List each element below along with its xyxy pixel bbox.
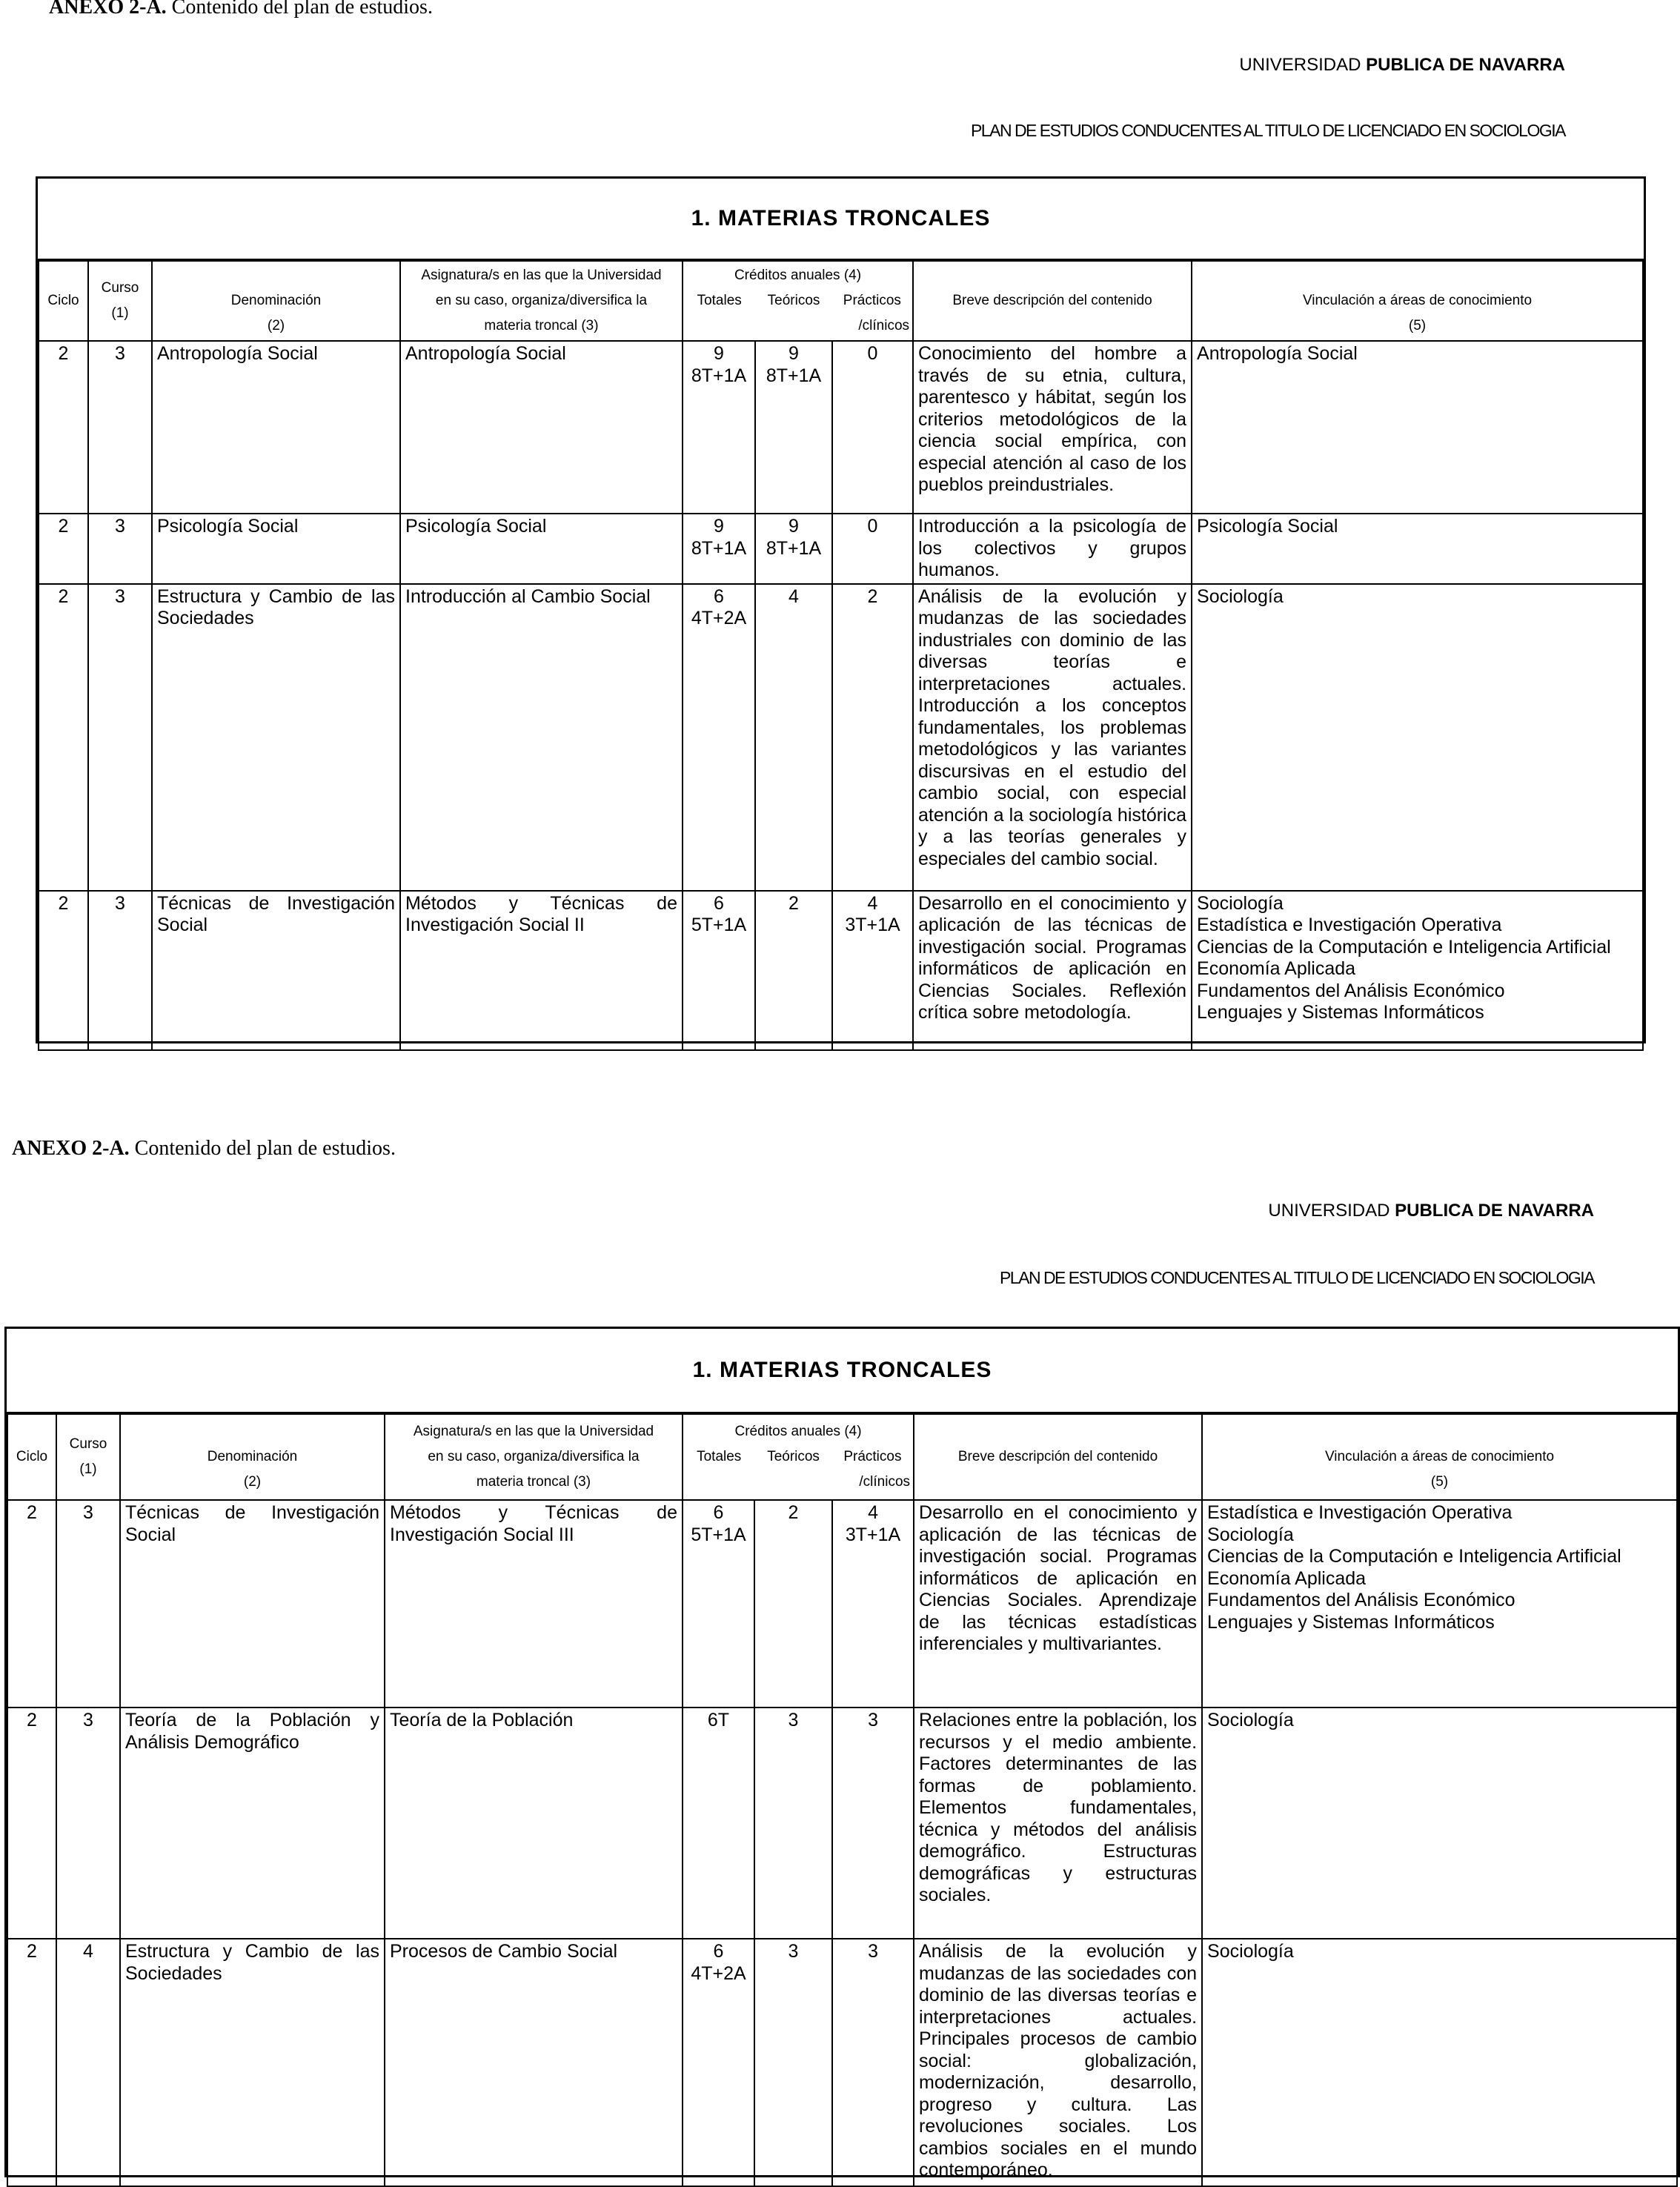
row-asignatura: Introducción al Cambio Social bbox=[400, 584, 683, 891]
row-vinculacion: Sociología bbox=[1192, 584, 1643, 891]
section-title-2: 1. MATERIAS TRONCALES bbox=[7, 1329, 1678, 1413]
row-denominacion: Técnicas de Investigación Social bbox=[120, 1500, 385, 1708]
table-row bbox=[39, 891, 1643, 1050]
header-creditos-2: Créditos anuales (4) Totales Teóricos Prácticos /clínicos bbox=[683, 1414, 914, 1500]
header-curso-2: Curso (1) bbox=[56, 1414, 120, 1500]
header-curso: Curso (1) bbox=[88, 261, 152, 341]
row-vinculacion: Psicología Social bbox=[1192, 514, 1643, 584]
section-title: 1. MATERIAS TRONCALES bbox=[38, 179, 1644, 260]
troncales-table-1 bbox=[36, 176, 1646, 1043]
header-totales: Totales bbox=[697, 293, 742, 308]
row-asignatura: Métodos y Técnicas de Investigación Social II bbox=[400, 891, 683, 1050]
row-practicos: 3 bbox=[832, 1939, 914, 2186]
row-practicos: 0 bbox=[832, 514, 913, 584]
row-asignatura: Psicología Social bbox=[400, 514, 683, 584]
row-totales: 9 8T+1A bbox=[683, 341, 755, 514]
row-denominacion: Antropología Social bbox=[152, 341, 400, 514]
header-ciclo: Ciclo bbox=[39, 261, 88, 341]
plan-title: PLAN DE ESTUDIOS CONDUCENTES AL TITULO DE LICENCIADO EN SOCIOLOGIA bbox=[970, 121, 1565, 140]
header-totales-2: Totales bbox=[697, 1449, 742, 1464]
header-practicos-2: Prácticos bbox=[843, 1449, 902, 1464]
row-teoricos: 3 bbox=[754, 1939, 832, 2186]
row-denominacion: Técnicas de Investigación Social bbox=[152, 891, 400, 1050]
row-ciclo: 2 bbox=[39, 891, 88, 1050]
row-ciclo: 2 bbox=[7, 1708, 56, 1939]
header-teoricos-2: Teóricos bbox=[767, 1449, 820, 1464]
header-asignatura-2: Asignatura/s en las que la Universidad en su caso, organiza/diversifica la materia troncal (3) bbox=[385, 1414, 683, 1500]
header-vinculacion-2: Vinculación a áreas de conocimiento (5) bbox=[1202, 1414, 1677, 1500]
header-ciclo-2: Ciclo bbox=[7, 1414, 56, 1500]
row-descripcion: Introducción a la psicología de los colectivos y grupos humanos. bbox=[913, 514, 1192, 584]
row-ciclo: 2 bbox=[39, 514, 88, 584]
row-curso: 3 bbox=[56, 1500, 120, 1708]
row-curso: 3 bbox=[56, 1708, 120, 1939]
row-practicos: 4 3T+1A bbox=[832, 1500, 914, 1708]
row-descripcion: Desarrollo en el conocimiento y aplicación de las técnicas de investigación social. Programas informáticos de aplicación en Ciencias Sociales. Aprendizaje de las técnicas estadísticas inferenciales y multivariantes. bbox=[914, 1500, 1202, 1708]
row-curso: 3 bbox=[88, 584, 152, 891]
row-teoricos: 2 bbox=[754, 1500, 832, 1708]
table-row bbox=[39, 514, 1643, 584]
row-totales: 6 5T+1A bbox=[683, 1500, 754, 1708]
row-teoricos: 9 8T+1A bbox=[755, 341, 832, 514]
row-denominacion: Estructura y Cambio de las Sociedades bbox=[152, 584, 400, 891]
header-descripcion: Breve descripción del contenido bbox=[913, 261, 1192, 341]
header-vinculacion: Vinculación a áreas de conocimiento (5) bbox=[1192, 261, 1643, 341]
header-denominacion-2: Denominación (2) bbox=[120, 1414, 385, 1500]
row-vinculacion: Sociología bbox=[1202, 1708, 1677, 1939]
plan-title-2: PLAN DE ESTUDIOS CONDUCENTES AL TITULO DE LICENCIADO EN SOCIOLOGIA bbox=[999, 1268, 1594, 1287]
row-descripcion: Conocimiento del hombre a través de su etnia, cultura, parentesco y hábitat, según los criterios metodológicos de la ciencia social empírica, con especial atención al caso de los pueblos preindustriales. bbox=[913, 341, 1192, 514]
row-descripcion: Desarrollo en el conocimiento y aplicación de las técnicas de investigación social. Programas informáticos de aplicación en Ciencias Sociales. Reflexión crítica sobre metodología. bbox=[913, 891, 1192, 1050]
row-totales: 6 4T+2A bbox=[683, 1939, 754, 2186]
row-denominacion: Teoría de la Población y Análisis Demográfico bbox=[120, 1708, 385, 1939]
troncales-table-2 bbox=[4, 1327, 1680, 2180]
header-asignatura: Asignatura/s en las que la Universidad en su caso, organiza/diversifica la materia troncal (3) bbox=[400, 261, 683, 341]
table-row bbox=[7, 1500, 1677, 1708]
table-row bbox=[39, 584, 1643, 891]
row-asignatura: Antropología Social bbox=[400, 341, 683, 514]
row-denominacion: Estructura y Cambio de las Sociedades bbox=[120, 1939, 385, 2186]
row-asignatura: Teoría de la Población bbox=[385, 1708, 683, 1939]
row-descripcion: Relaciones entre la población, los recursos y el medio ambiente. Factores determinantes de las formas de poblamiento. Elementos fundamentales, técnica y métodos del análisis demográfico. Estructuras demográficas y estructuras sociales. bbox=[914, 1708, 1202, 1939]
table-row bbox=[7, 1939, 1677, 2186]
row-teoricos: 3 bbox=[754, 1708, 832, 1939]
header-denominacion: Denominación (2) bbox=[152, 261, 400, 341]
row-practicos: 2 bbox=[832, 584, 913, 891]
row-vinculacion: Sociología bbox=[1202, 1939, 1677, 2186]
row-denominacion: Psicología Social bbox=[152, 514, 400, 584]
university-name: UNIVERSIDAD PUBLICA DE NAVARRA bbox=[1239, 55, 1565, 75]
row-totales: 6 5T+1A bbox=[683, 891, 755, 1050]
annex-heading: ANEXO 2-A. Contenido del plan de estudios. bbox=[49, 0, 433, 19]
header-descripcion-2: Breve descripción del contenido bbox=[914, 1414, 1202, 1500]
row-asignatura: Métodos y Técnicas de Investigación Social III bbox=[385, 1500, 683, 1708]
row-vinculacion: Antropología Social bbox=[1192, 341, 1643, 514]
row-ciclo: 2 bbox=[7, 1939, 56, 2186]
university-name-2: UNIVERSIDAD PUBLICA DE NAVARRA bbox=[1268, 1201, 1594, 1221]
header-teoricos: Teóricos bbox=[767, 293, 820, 308]
row-curso: 3 bbox=[88, 514, 152, 584]
row-practicos: 4 3T+1A bbox=[832, 891, 913, 1050]
row-descripcion: Análisis de la evolución y mudanzas de las sociedades industriales con dominio de las diversas teorías e interpretaciones actuales. Introducción a los conceptos fundamentales, los problemas metodológicos y las variantes discursivas en el estudio del cambio social, con especial atención a la sociología histórica y a las teorías generales y especiales del cambio social. bbox=[913, 584, 1192, 891]
row-teoricos: 4 bbox=[755, 584, 832, 891]
table-row bbox=[7, 1708, 1677, 1939]
row-ciclo: 2 bbox=[7, 1500, 56, 1708]
row-vinculacion: Sociología Estadística e Investigación Operativa Ciencias de la Computación e Inteligencia Artificial Economía Aplicada Fundamentos del Análisis Económico Lenguajes y Sistemas Informáticos bbox=[1192, 891, 1643, 1050]
annex-heading-2: ANEXO 2-A. Contenido del plan de estudios. bbox=[12, 1137, 396, 1160]
row-ciclo: 2 bbox=[39, 584, 88, 891]
header-practicos: Prácticos bbox=[843, 293, 901, 308]
row-practicos: 3 bbox=[832, 1708, 914, 1939]
row-practicos: 0 bbox=[832, 341, 913, 514]
row-descripcion: Análisis de la evolución y mudanzas de las sociedades con dominio de las diversas teorías e interpretaciones actuales. Principales procesos de cambio social: globalización, modernización, desarrollo, progreso y cultura. Las revoluciones sociales. Los cambios sociales en el mundo contemporáneo. bbox=[914, 1939, 1202, 2186]
row-totales: 9 8T+1A bbox=[683, 514, 755, 584]
table-row bbox=[39, 341, 1643, 514]
row-totales: 6T bbox=[683, 1708, 754, 1939]
header-creditos: Créditos anuales (4) Totales Teóricos Prácticos /clínicos bbox=[683, 261, 913, 341]
row-ciclo: 2 bbox=[39, 341, 88, 514]
row-totales: 6 4T+2A bbox=[683, 584, 755, 891]
row-curso: 4 bbox=[56, 1939, 120, 2186]
row-teoricos: 9 8T+1A bbox=[755, 514, 832, 584]
row-curso: 3 bbox=[88, 891, 152, 1050]
row-curso: 3 bbox=[88, 341, 152, 514]
row-asignatura: Procesos de Cambio Social bbox=[385, 1939, 683, 2186]
row-teoricos: 2 bbox=[755, 891, 832, 1050]
row-vinculacion: Estadística e Investigación Operativa Sociología Ciencias de la Computación e Inteligencia Artificial Economía Aplicada Fundamentos del Análisis Económico Lenguajes y Sistemas Informáticos bbox=[1202, 1500, 1677, 1708]
